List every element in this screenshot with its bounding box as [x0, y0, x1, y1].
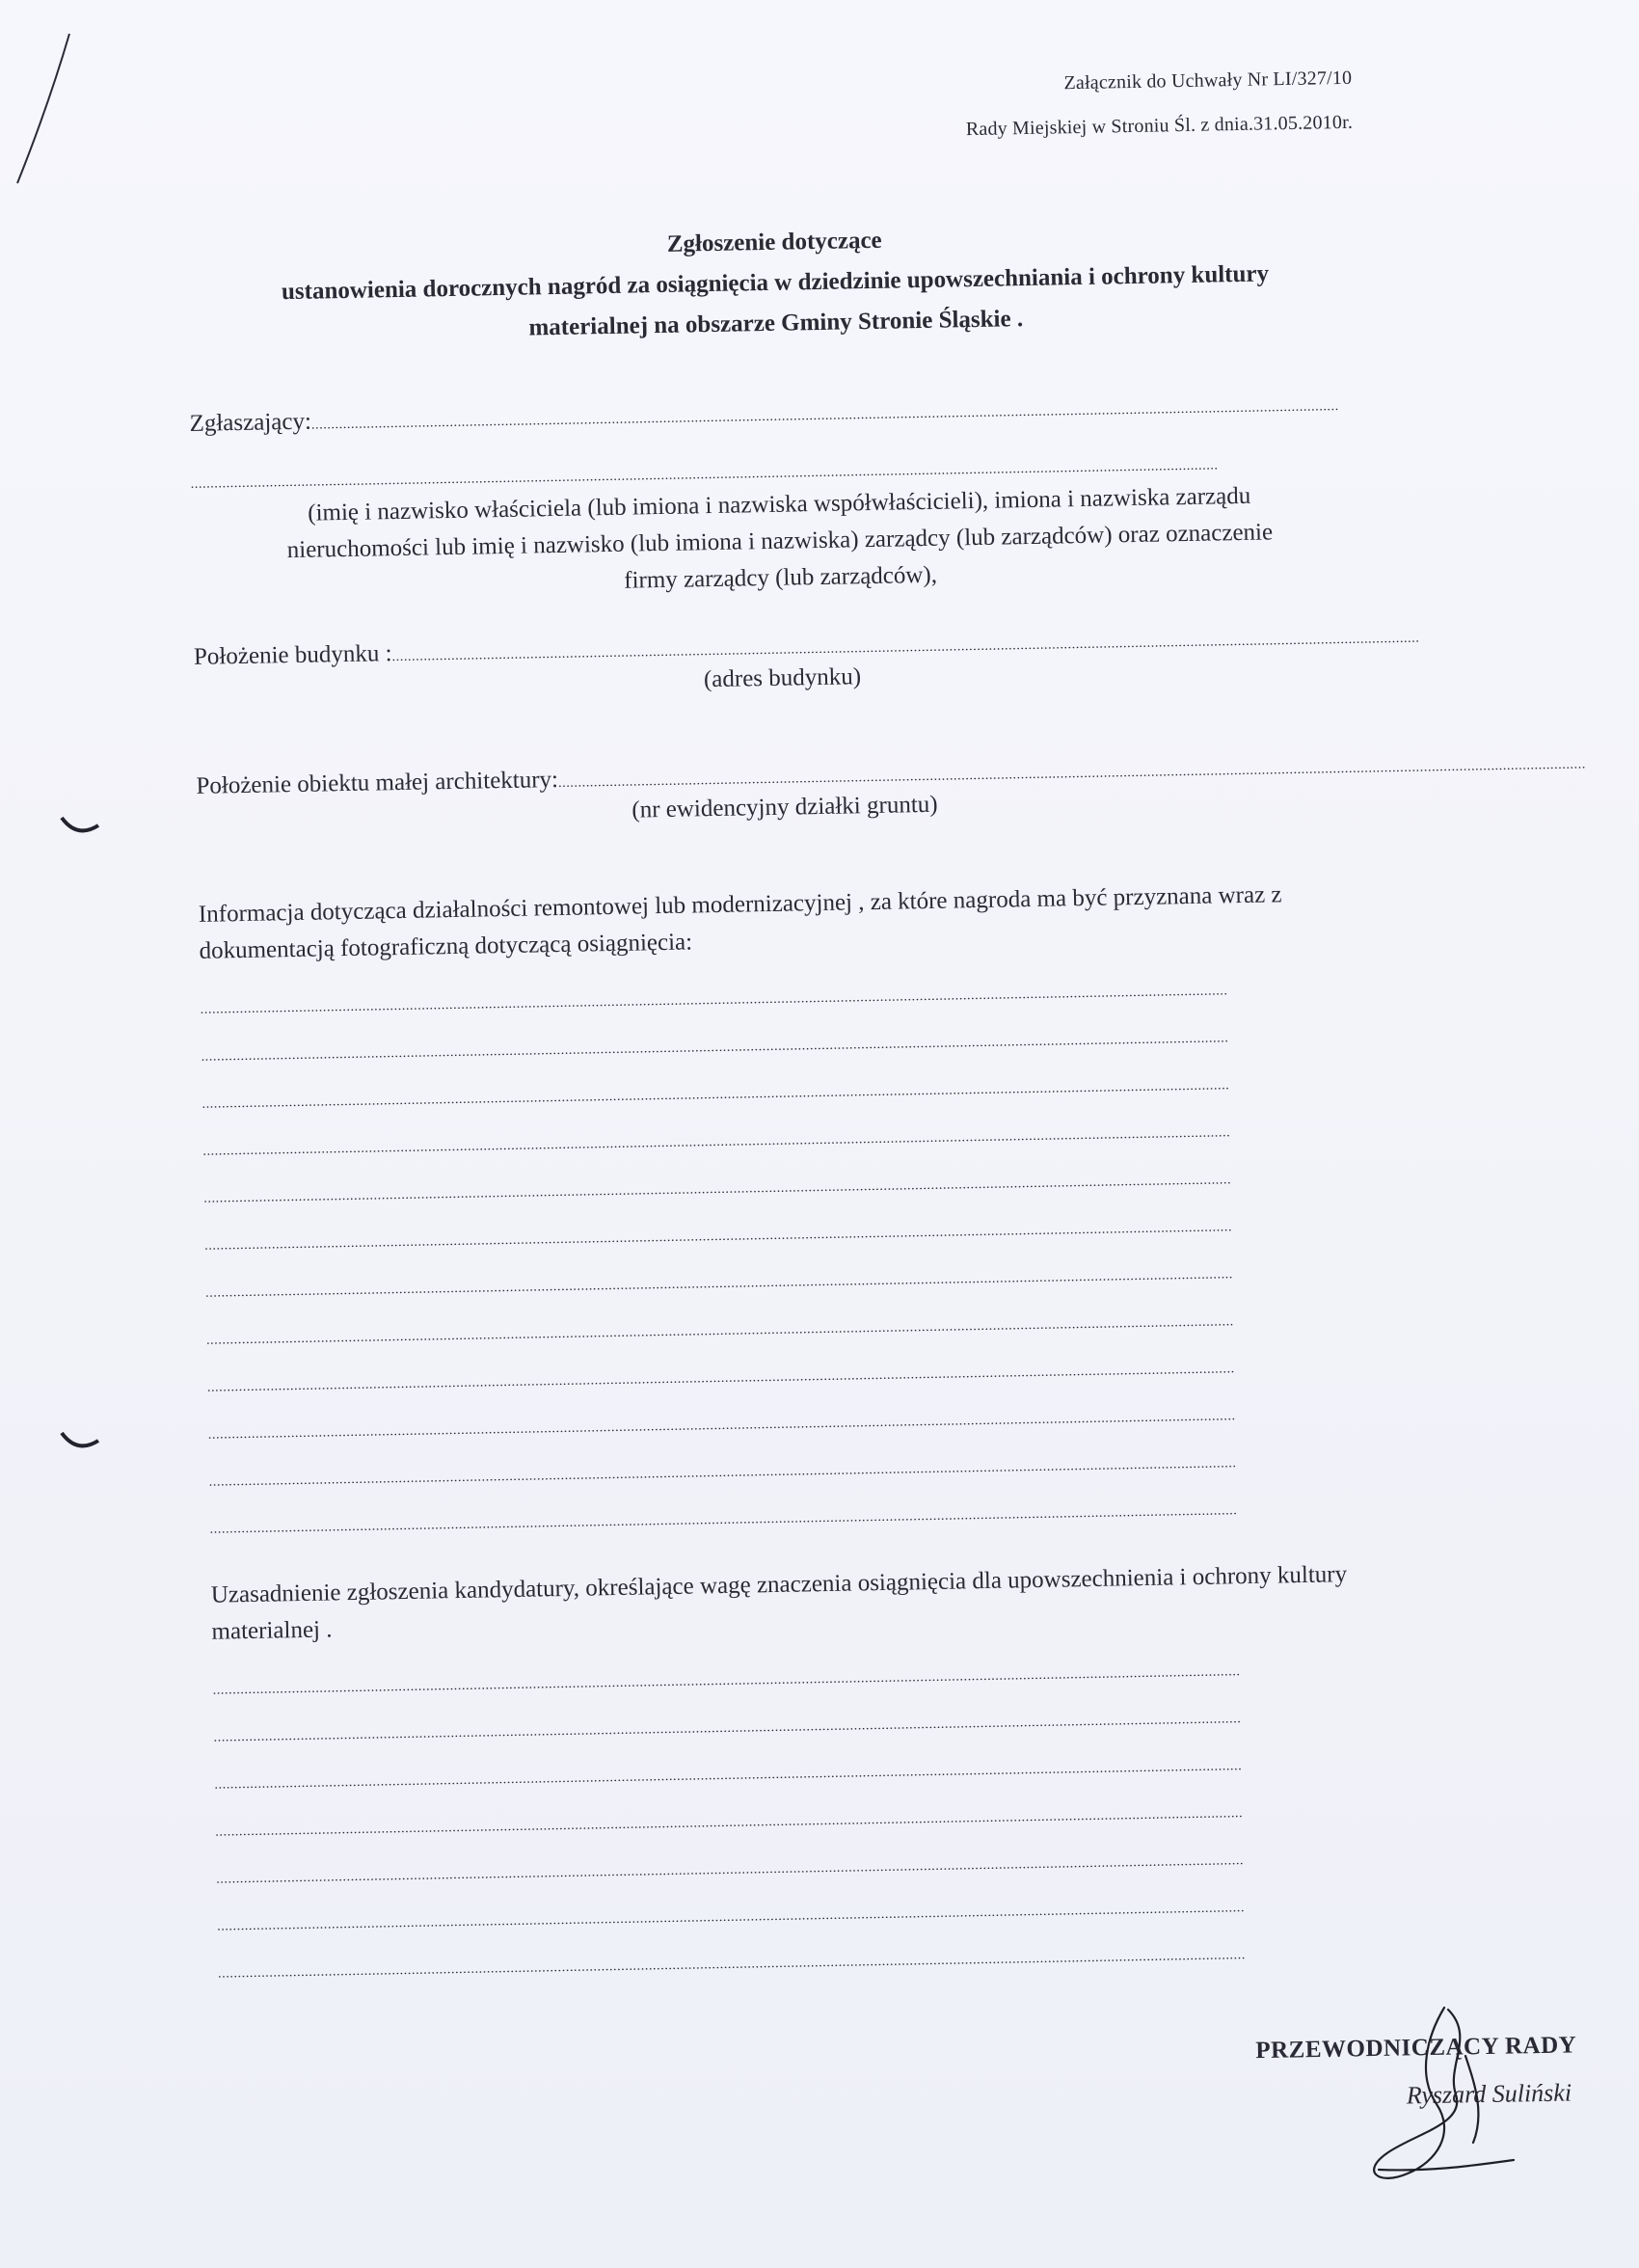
justification-line[interactable]: ....................................................................................................................................................................................................................................................................: [214, 1759, 1243, 1793]
information-line[interactable]: ....................................................................................................................................................................................................................................................................: [209, 1503, 1238, 1537]
small-architecture-note: (nr ewidencyjny działki gruntu): [631, 791, 938, 824]
justification-line[interactable]: ....................................................................................................................................................................................................................................................................: [213, 1712, 1242, 1745]
justification-line[interactable]: ....................................................................................................................................................................................................................................................................: [215, 1806, 1244, 1840]
document-title: [186, 212, 1364, 355]
scan-line-mark: [0, 0, 87, 193]
building-location-dots: ....................................................................................................................................................................................................................................................................: [391, 631, 1420, 665]
applicant-dots: ....................................................................................................................................................................................................................................................................: [310, 399, 1339, 433]
information-line[interactable]: ....................................................................................................................................................................................................................................................................: [200, 984, 1228, 1017]
annex-line-2: Rady Miejskiej w Stroniu Śl. z dnia.31.05.2010r.: [965, 111, 1354, 141]
information-line[interactable]: ....................................................................................................................................................................................................................................................................: [204, 1267, 1234, 1301]
annex-header: [183, 56, 1353, 166]
justification-line[interactable]: ....................................................................................................................................................................................................................................................................: [217, 1948, 1247, 1982]
building-location-label: Położenie budynku :: [193, 640, 392, 670]
handwritten-signature: [1321, 1998, 1523, 2191]
information-line[interactable]: ....................................................................................................................................................................................................................................................................: [203, 1173, 1232, 1206]
title-line-2: ustanowienia dorocznych nagród za osiągnięcia w dziedzinie upowszechniania i ochrony kultury: [281, 260, 1270, 306]
small-architecture-dots: ....................................................................................................................................................................................................................................................................: [557, 757, 1587, 791]
information-line[interactable]: ....................................................................................................................................................................................................................................................................: [208, 1456, 1237, 1490]
title-line-1: Zgłoszenie dotyczące: [666, 227, 882, 257]
information-line[interactable]: ....................................................................................................................................................................................................................................................................: [201, 1031, 1229, 1065]
signature-name: Ryszard Suliński: [1406, 2078, 1572, 2110]
applicant-note-line-3: firmy zarządcy (lub zarządców),: [623, 561, 938, 594]
applicant-continuation-line[interactable]: ....................................................................................................................................................................................................................................................................: [190, 458, 1219, 492]
information-line[interactable]: ....................................................................................................................................................................................................................................................................: [204, 1220, 1233, 1254]
small-architecture-label: Położenie obiektu małej architektury:: [196, 766, 559, 799]
applicant-note-line-1: (imię i nazwisko właściciela (lub imiona i nazwiska współwłaścicieli), imiona i nazwiska zarządu: [307, 482, 1251, 526]
punch-hole-mark-top: [56, 812, 104, 841]
information-line[interactable]: ....................................................................................................................................................................................................................................................................: [202, 1125, 1231, 1159]
title-line-3: materialnej na obszarze Gminy Stronie Śląskie .: [528, 306, 1024, 341]
information-line[interactable]: ....................................................................................................................................................................................................................................................................: [205, 1314, 1234, 1348]
applicant-note: [191, 476, 1369, 608]
information-line[interactable]: ....................................................................................................................................................................................................................................................................: [206, 1362, 1235, 1395]
information-lines: [201, 982, 1386, 1536]
justification-line[interactable]: ....................................................................................................................................................................................................................................................................: [212, 1664, 1241, 1698]
signature-title: PRZEWODNICZĄCY RADY: [1255, 2032, 1577, 2065]
applicant-note-line-2: nieruchomości lub imię i nazwisko (lub imiona i nazwiska) zarządcy (lub zarządców) oraz oznaczenie: [286, 519, 1274, 564]
justification-line[interactable]: ....................................................................................................................................................................................................................................................................: [216, 1853, 1245, 1887]
annex-line-1: Załącznik do Uchwały Nr LI/327/10: [1063, 67, 1353, 94]
justification-paragraph: Uzasadnienie zgłoszenia kandydatury, określające wagę znaczenia osiągnięcia dla upowszechnienia i ochrony kultury materialnej .: [210, 1561, 1348, 1645]
justification-lines: [212, 1664, 1247, 1982]
punch-hole-mark-bottom: [56, 1427, 104, 1456]
applicant-label: Zgłaszający:: [189, 408, 312, 437]
information-line[interactable]: ....................................................................................................................................................................................................................................................................: [202, 1078, 1230, 1112]
justification-line[interactable]: ....................................................................................................................................................................................................................................................................: [217, 1901, 1246, 1934]
applicant-field[interactable]: [189, 390, 1365, 438]
information-paragraph: Informacja dotycząca działalności remontowej lub modernizacyjnej , za które nagroda ma być przyznana wraz z dokumentacją fotograficzną dotyczącą osiągnięcia:: [198, 881, 1282, 964]
information-line[interactable]: ....................................................................................................................................................................................................................................................................: [207, 1409, 1236, 1443]
building-location-note: (adres budynku): [703, 663, 862, 693]
